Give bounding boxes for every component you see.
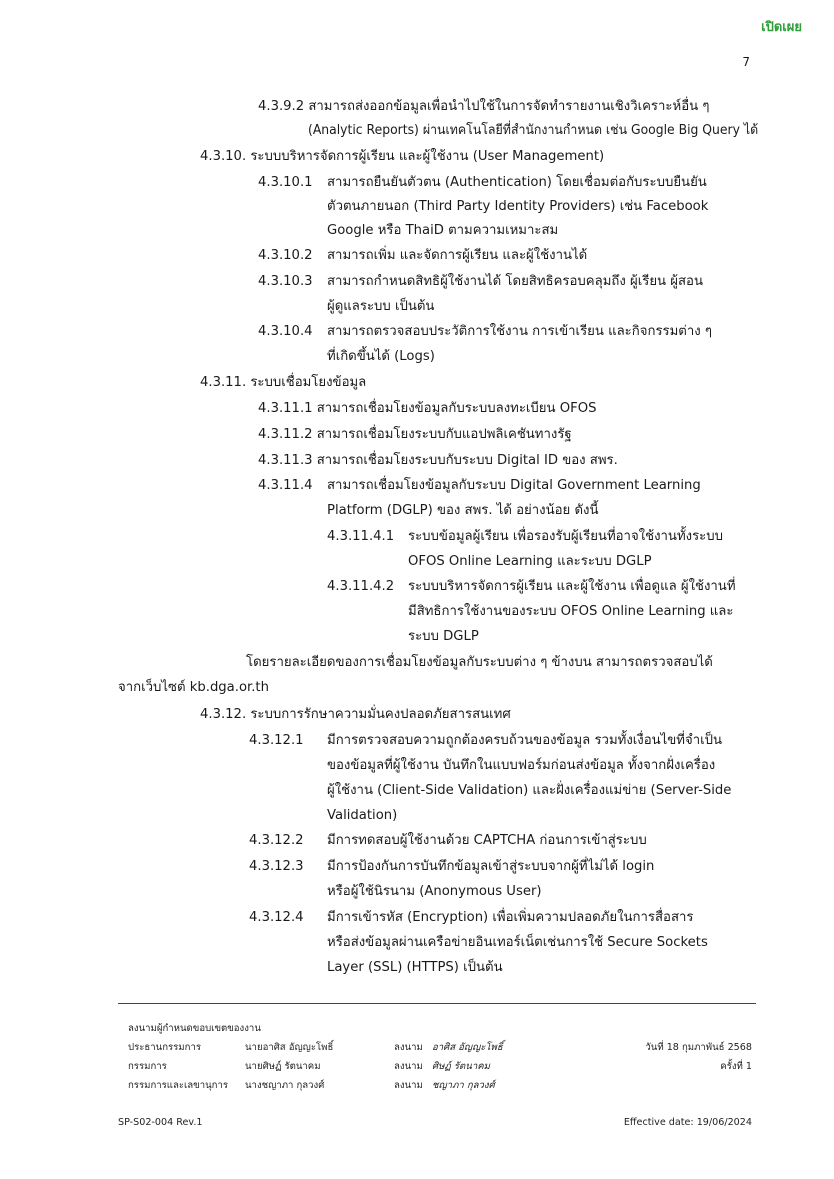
section-heading-4-3-11: 4.3.11. ระบบเชื่อมโยงข้อมูล bbox=[200, 375, 367, 390]
footer-round: ครั้งที่ 1 bbox=[720, 1061, 752, 1072]
paragraph-line: โดยรายละเอียดของการเชื่อมโยงข้อมูลกับระบบต่าง ๆ ข้างบน สามารถตรวจสอบได้ bbox=[246, 655, 713, 670]
effective-date: Effective date: 19/06/2024 bbox=[623, 1117, 752, 1128]
paragraph-line: (Analytic Reports) ผ่านเทคโนโลยีที่สำนักงานกำหนด เช่น Google Big Query ได้ bbox=[308, 123, 759, 138]
footer-caption: ลงนามผู้กำหนดขอบเขตของงาน bbox=[128, 1023, 261, 1034]
item-text: ที่เกิดขึ้นได้ (Logs) bbox=[327, 349, 435, 364]
item-text: สามารถยืนยันตัวตน (Authentication) โดยเชื่อมต่อกับระบบยืนยัน bbox=[327, 175, 707, 190]
item-text: สามารถตรวจสอบประวัติการใช้งาน การเข้าเรียน และกิจกรรมต่าง ๆ bbox=[327, 324, 712, 339]
footer-role: ประธานกรรมการ bbox=[128, 1042, 201, 1053]
item-text: ระบบข้อมูลผู้เรียน เพื่อรองรับผู้เรียนที่อาจใช้งานทั้งระบบ bbox=[408, 529, 723, 544]
item-number: 4.3.11.4 bbox=[258, 478, 313, 493]
footer-sign-label: ลงนาม bbox=[394, 1061, 423, 1072]
section-heading-4-3-12: 4.3.12. ระบบการรักษาความมั่นคงปลอดภัยสารสนเทศ bbox=[200, 707, 511, 722]
item-text: ระบบบริหารจัดการผู้เรียน และผู้ใช้งาน เพื่อดูแล ผู้ใช้งานที่ bbox=[408, 579, 736, 594]
item-text: Validation) bbox=[327, 808, 398, 823]
item-text: สามารถเพิ่ม และจัดการผู้เรียน และผู้ใช้งานได้ bbox=[327, 248, 588, 263]
item-text: หรือส่งข้อมูลผ่านเครือข่ายอินเทอร์เน็ตเช่นการใช้ Secure Sockets bbox=[327, 935, 708, 950]
item-line: 4.3.11.1 สามารถเชื่อมโยงข้อมูลกับระบบลงทะเบียน OFOS bbox=[258, 401, 597, 416]
item-line: 4.3.11.3 สามารถเชื่อมโยงระบบกับระบบ Digital ID ของ สพร. bbox=[258, 453, 618, 468]
item-text: หรือผู้ใช้นิรนาม (Anonymous User) bbox=[327, 884, 542, 899]
item-text: ผู้ดูแลระบบ เป็นต้น bbox=[327, 299, 435, 314]
section-heading-4-3-10: 4.3.10. ระบบบริหารจัดการผู้เรียน และผู้ใช้งาน (User Management) bbox=[200, 149, 605, 164]
item-number: 4.3.12.1 bbox=[249, 733, 304, 748]
footer-sign-label: ลงนาม bbox=[394, 1042, 423, 1053]
item-text: มีการตรวจสอบความถูกต้องครบถ้วนของข้อมูล รวมทั้งเงื่อนไขที่จำเป็น bbox=[327, 733, 723, 748]
item-number: 4.3.10.3 bbox=[258, 274, 313, 289]
footer-date: วันที่ 18 กุมภาพันธ์ 2568 bbox=[645, 1042, 752, 1053]
item-text: ระบบ DGLP bbox=[408, 629, 479, 644]
footer-name: นางชญาภา กุลวงศ์ bbox=[245, 1080, 325, 1091]
item-text: OFOS Online Learning และระบบ DGLP bbox=[408, 554, 652, 569]
paragraph-line: จากเว็บไซต์ kb.dga.or.th bbox=[118, 680, 269, 695]
footer-role: กรรมการ bbox=[128, 1061, 167, 1072]
item-text: มีการเข้ารหัส (Encryption) เพื่อเพิ่มความปลอดภัยในการสื่อสาร bbox=[327, 910, 694, 925]
footer-divider bbox=[118, 1003, 756, 1004]
item-text: สามารถกำหนดสิทธิผู้ใช้งานได้ โดยสิทธิครอบคลุมถึง ผู้เรียน ผู้สอน bbox=[327, 274, 703, 289]
item-number: 4.3.12.4 bbox=[249, 910, 304, 925]
footer-sign-label: ลงนาม bbox=[394, 1080, 423, 1091]
document-code: SP-S02-004 Rev.1 bbox=[118, 1117, 203, 1128]
item-text: ตัวตนภายนอก (Third Party Identity Providers) เช่น Facebook bbox=[327, 199, 709, 214]
paragraph-line: 4.3.9.2 สามารถส่งออกข้อมูลเพื่อนำไปใช้ในการจัดทำรายงานเชิงวิเคราะห์อื่น ๆ bbox=[258, 99, 710, 114]
footer-signature: อาศิส อัญญะโพธิ์ bbox=[432, 1042, 503, 1053]
item-text: ของข้อมูลที่ผู้ใช้งาน บันทึกในแบบฟอร์มก่อนส่งข้อมูล ทั้งจากฝั่งเครื่อง bbox=[327, 758, 716, 773]
item-text: มีสิทธิการใช้งานของระบบ OFOS Online Learning และ bbox=[408, 604, 734, 619]
item-number: 4.3.10.1 bbox=[258, 175, 313, 190]
item-text: สามารถเชื่อมโยงข้อมูลกับระบบ Digital Government Learning bbox=[327, 478, 701, 493]
footer-signature: ชญาภา กุลวงศ์ bbox=[432, 1080, 495, 1091]
item-number: 4.3.10.4 bbox=[258, 324, 313, 339]
item-text: Google หรือ ThaiD ตามความเหมาะสม bbox=[327, 223, 559, 238]
footer-name: นายอาศิส อัญญะโพธิ์ bbox=[245, 1042, 334, 1053]
item-text: มีการทดสอบผู้ใช้งานด้วย CAPTCHA ก่อนการเข้าสู่ระบบ bbox=[327, 833, 647, 848]
page-number: 7 bbox=[742, 55, 750, 69]
item-line: 4.3.11.2 สามารถเชื่อมโยงระบบกับแอปพลิเคชันทางรัฐ bbox=[258, 427, 572, 442]
item-number: 4.3.12.3 bbox=[249, 859, 304, 874]
item-number: 4.3.11.4.2 bbox=[327, 579, 395, 594]
footer-name: นายศิษฏ์ รัตนาคม bbox=[245, 1061, 321, 1072]
item-number: 4.3.11.4.1 bbox=[327, 529, 395, 544]
item-number: 4.3.10.2 bbox=[258, 248, 313, 263]
item-number: 4.3.12.2 bbox=[249, 833, 304, 848]
item-text: มีการป้องกันการบันทึกข้อมูลเข้าสู่ระบบจากผู้ที่ไม่ได้ login bbox=[327, 859, 655, 874]
item-text: Platform (DGLP) ของ สพร. ได้ อย่างน้อย ดังนี้ bbox=[327, 503, 599, 518]
item-text: ผู้ใช้งาน (Client-Side Validation) และฝั่งเครื่องแม่ข่าย (Server-Side bbox=[327, 783, 732, 798]
footer-role: กรรมการและเลขานุการ bbox=[128, 1080, 229, 1091]
item-text: Layer (SSL) (HTTPS) เป็นต้น bbox=[327, 960, 503, 975]
footer-signature: ศิษฏ์ รัตนาคม bbox=[432, 1061, 490, 1072]
classification-label: เปิดเผย bbox=[761, 20, 802, 35]
